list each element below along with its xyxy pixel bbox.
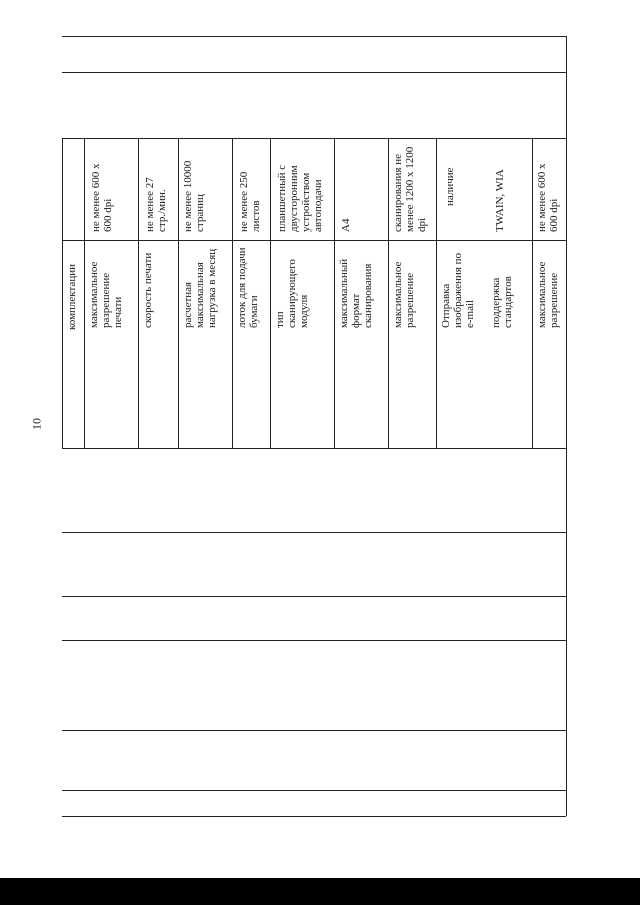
table-line-3 bbox=[62, 448, 566, 449]
grid-col-2 bbox=[138, 138, 139, 448]
grid-col-9 bbox=[532, 138, 533, 448]
table-left-border bbox=[62, 138, 63, 448]
spec-value: не менее 27 стр./мин. bbox=[144, 177, 168, 232]
spec-value: не менее 600 х 600 dpi bbox=[536, 163, 560, 232]
table-line-4 bbox=[62, 532, 566, 533]
table-line-5 bbox=[62, 596, 566, 597]
scan-bottom-band bbox=[0, 878, 640, 905]
spec-label: максимальное разрешение bbox=[536, 261, 560, 328]
grid-col-7 bbox=[388, 138, 389, 448]
spec-label: лоток для подачи бумаги bbox=[236, 247, 260, 328]
grid-col-3 bbox=[178, 138, 179, 448]
table-line-7 bbox=[62, 730, 566, 731]
grid-col-5 bbox=[270, 138, 271, 448]
spec-value: сканирования не менее 1200 х 1200 dpi bbox=[392, 146, 428, 232]
spec-value: планшетный с двусторонним устройством автоподачи bbox=[276, 164, 324, 232]
frame-top-line bbox=[62, 36, 566, 37]
spec-label: максимальное разрешение печати bbox=[88, 261, 124, 328]
spec-value: не менее 250 листов bbox=[238, 171, 262, 232]
header-cell: комплектации bbox=[66, 264, 78, 330]
spec-label: Отправка изображения по e-mail bbox=[440, 253, 476, 328]
spec-value: не менее 600 х 600 dpi bbox=[90, 163, 114, 232]
grid-col-1 bbox=[84, 138, 85, 448]
spec-value: А4 bbox=[340, 218, 352, 232]
grid-col-8 bbox=[436, 138, 437, 448]
table-line-8 bbox=[62, 790, 566, 791]
table-line-6 bbox=[62, 640, 566, 641]
page-number: 10 bbox=[29, 418, 44, 430]
spec-label: тип сканирующего модуля bbox=[274, 259, 310, 328]
spec-label: расчетная максимальная нагрузка в месяц bbox=[182, 248, 218, 328]
spec-label: скорость печати bbox=[142, 252, 154, 328]
grid-mid-line bbox=[62, 240, 566, 241]
spec-label: максимальный формат сканирования bbox=[338, 258, 374, 328]
grid-col-6 bbox=[334, 138, 335, 448]
spec-value: наличие bbox=[444, 167, 456, 206]
spec-value: не менее 10000 страниц bbox=[182, 160, 206, 232]
spec-label: поддержка стандартов bbox=[490, 276, 514, 328]
grid-col-4 bbox=[232, 138, 233, 448]
spec-label: максимальное разрешение bbox=[392, 261, 416, 328]
table-line-1 bbox=[62, 72, 566, 73]
spec-value: TWAIN, WIA bbox=[494, 169, 506, 232]
frame-right-line bbox=[566, 36, 567, 816]
frame-bottom-line bbox=[62, 816, 566, 817]
